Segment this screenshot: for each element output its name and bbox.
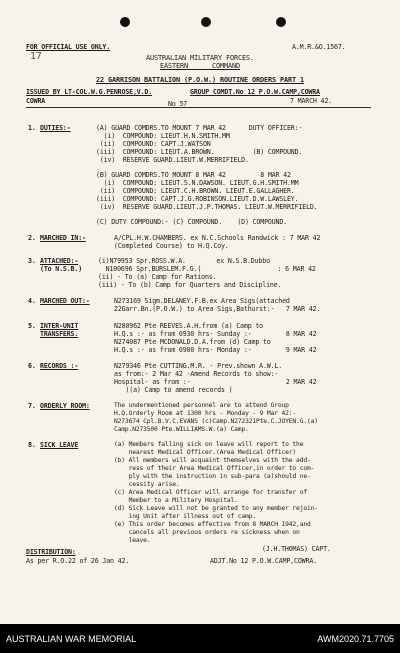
item-line: Hospital- as from :- 2 MAR 42 — [114, 378, 317, 386]
item-line: (iii) COMPOUND: LIEUT.A.BROWN. (B) COMPOUND. — [96, 148, 303, 156]
item-line: N273674 Cpl.B.V.C.EVANS (c)Camp.N272321Pte.C.JOYEN.G.(a) — [114, 418, 318, 425]
org-line-1: AUSTRALIAN MILITARY FORCES. — [146, 54, 254, 62]
item-line: (c) Area Medical Officer will arrange for transfer of — [114, 489, 307, 496]
item-number: 6. — [28, 362, 36, 370]
item-line: (d) Sick Leave will not be granted to any member rejoin- — [114, 505, 318, 512]
accession-number: AWM2020.71.7705 — [317, 634, 394, 644]
item-line: A/CPL.H.W.CHAMBERS. ex N.C.Schools Randwick : 7 MAR 42 — [114, 234, 321, 242]
item-number: 8. — [28, 441, 36, 449]
item-line: H.Q.s :- as from 0900 hrs- Monday :- 9 MAR 42 — [114, 346, 317, 354]
item-number: 2. — [28, 234, 36, 242]
item-line: N100696 Spr.BURSLEM.F.G.( : 6 MAR 42 — [98, 265, 316, 273]
item-line: (Completed Course) to H.Q.Coy. — [114, 242, 229, 250]
item-line: (ii) COMPOUND: CAPT.J.WATSON — [96, 140, 211, 148]
margin-mark: 17 — [30, 51, 42, 62]
item-number: 5. — [28, 322, 36, 330]
item-line: Camp.N273500 Pte.WILLIAMS.W.(a) Camp. — [114, 426, 249, 433]
location: COWRA — [26, 97, 46, 105]
item-line: ing Unit after illness out of camp. — [114, 513, 257, 520]
item-line: 22Garr.Bn.(P.O.W.) to Area Sigs,Bathurst:- 7 MAR 42. — [114, 305, 321, 313]
item-line: Member to a Military Hospital. — [114, 497, 238, 504]
item-line: (a) Members falling sick on leave will report to the — [114, 441, 304, 448]
item-line: ((a) Camp to amend records ) — [114, 386, 233, 394]
order-number: No 57 — [168, 100, 188, 108]
org-line-2: EASTERN COMMAND — [160, 62, 240, 70]
item-line: cancels all previous orders re sickness when on — [114, 529, 300, 536]
item-line: N280962 Pte REEVES.A.H.from (a) Camp to — [114, 322, 263, 330]
item-number: 1. — [28, 124, 36, 132]
item-heading: ORDERLY ROOM: — [40, 402, 90, 410]
item-line: N279346 Pte CUTTING.M.R. - Prev.shown A.W.L. — [114, 362, 283, 370]
form-reference: A.M.R.&O.1567. — [292, 43, 346, 51]
item-line: (ii) - To (a) Camp for Rations. — [98, 273, 217, 281]
item-line: (B) GUARD COMDRS.TO MOUNT 8 MAR 42 8 MAR 42 — [96, 171, 291, 179]
distribution-text: As per R.O.22 of 26 Jan 42. — [26, 557, 130, 565]
item-heading: DUTIES:- — [40, 124, 71, 132]
archive-footer-bar — [0, 624, 400, 653]
item-number: 7. — [28, 402, 36, 410]
item-line: (iv) RESERVE GUARD.LIEUT.W.MERRIFIELD. — [96, 156, 249, 164]
item-heading: ATTACHED:- — [40, 257, 79, 265]
item-line: (iii) COMPOUND: CAPT.J.G.ROBINSON.LIEUT.D.W.LAWSLEY. — [96, 195, 299, 203]
punch-hole — [120, 17, 130, 27]
item-line: ress of their Area Medical Officer,in order to com- — [114, 465, 315, 472]
institution-label: AUSTRALIAN WAR MEMORIAL — [6, 634, 137, 644]
item-number: 4. — [28, 297, 36, 305]
item-subheading: (To N.S.B.) — [40, 265, 83, 273]
item-line: (e) This order becomes effective from 8 MARCH 1942,and — [114, 521, 311, 528]
distribution-label: DISTRIBUTION: — [26, 548, 76, 556]
item-line: (A) GUARD COMDRS.TO MOUNT 7 MAR 42 DUTY OFFICER:- — [96, 124, 303, 132]
item-line: cessity arise. — [114, 481, 180, 488]
item-line: (iv) RESERVE GUARD.LIEUT.J.P.THOMAS. LIEUT.W.MERRIFIELD. — [96, 203, 318, 211]
punch-hole — [201, 17, 211, 27]
issued-by: ISSUED BY LT-COL.W.G.PENROSE,V.D. — [26, 88, 153, 96]
item-line: (i)N79953 Spr.ROSS.W.A. ex N.S.B.Dubbo — [98, 257, 270, 265]
item-line: H.Q.Orderly Room at 1300 hrs - Monday - 9 Mar 42:- — [114, 410, 297, 417]
document-title: 22 GARRISON BATTALION (P.O.W.) ROUTINE ORDERS PART 1 — [96, 76, 304, 84]
item-heading: RECORDS :- — [40, 362, 79, 370]
item-line: ply with the instruction in sub-para (a)should ne- — [114, 473, 311, 480]
header-rule — [26, 107, 371, 108]
item-number: 3. — [28, 257, 36, 265]
item-line: (i) COMPOUND: LIEUT.S.N.DAWSON. LIEUT.G.H.SMITH.MM — [96, 179, 299, 187]
item-line: (i) COMPOUND: LIEUT.H.N.SMITH.MM — [96, 132, 230, 140]
item-line: (iii) - To (b) Camp for Quarters and Discipline. — [98, 281, 282, 289]
group-commandant: GROUP COMDT.No 12 P.O.W.CAMP,COWRA — [190, 88, 320, 96]
signatory-name: (J.H.THOMAS) CAPT. — [262, 545, 331, 553]
item-line: N274087 Pte MCDONALD.D.A.from (d) Camp to — [114, 338, 271, 346]
signatory-title: ADJT.No 12 P.O.W.CAMP,COWRA. — [210, 557, 317, 565]
item-line: N273169 Sigm.DELANEY.F.B.ex Area Sigs(attached — [114, 297, 290, 305]
item-line: (C) DUTY COMPOUND:- (C) COMPOUND. (D) COMPOUND. — [96, 218, 287, 226]
item-heading: MARCHED IN:- — [40, 234, 86, 242]
item-line: (b) All members will acquaint themselves with the add- — [114, 457, 311, 464]
item-line: The undermentioned personnel are to attend Group — [114, 402, 289, 409]
item-line: nearest Medical Officer.(Area Medical Officer) — [114, 449, 297, 456]
classification-label: FOR OFFICIAL USE ONLY. — [26, 43, 111, 51]
order-date: 7 MARCH 42. — [290, 97, 333, 105]
item-line: as from:- 2 Mar 42 -Amend Records to show:- — [114, 370, 279, 378]
punch-hole — [276, 17, 286, 27]
item-heading: MARCHED OUT:- — [40, 297, 90, 305]
item-line: H.Q.s :- as from 0930 hrs- Sunday :- 8 MAR 42 — [114, 330, 317, 338]
item-heading: INTER-UNIT — [40, 322, 79, 330]
item-line: leave. — [114, 537, 151, 544]
item-line: (ii) COMPOUND: LIEUT.C.H.BROWN. LIEUT.E.GALLAGHER. — [96, 187, 295, 195]
item-heading: SICK LEAVE — [40, 441, 79, 449]
item-subheading: TRANSFERS. — [40, 330, 79, 338]
